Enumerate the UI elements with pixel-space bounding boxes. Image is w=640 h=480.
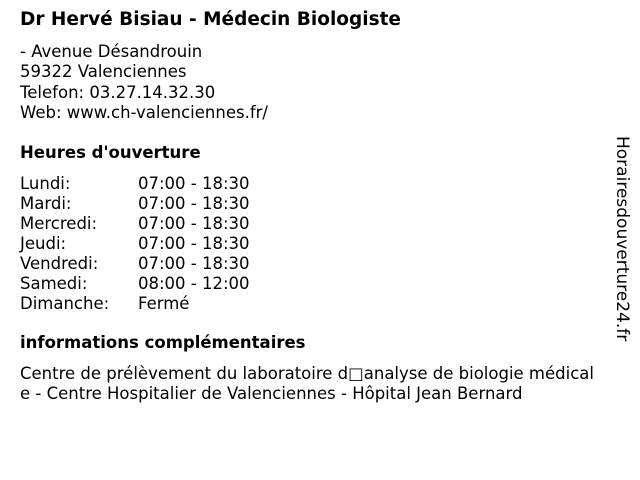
info-line: e - Centre Hospitalier de Valenciennes - Hôpital Jean Bernard (20, 384, 523, 403)
hours-day: Mercredi: (20, 214, 98, 233)
hours-heading: Heures d'ouverture (20, 143, 201, 162)
opening-hours-list (20, 174, 280, 314)
info-heading: informations complémentaires (20, 333, 306, 352)
info-description (20, 364, 594, 404)
hours-day: Lundi: (20, 174, 71, 193)
hours-row-saturday (20, 274, 280, 294)
page-title: Dr Hervé Bisiau - Médecin Biologiste (20, 9, 401, 30)
hours-row-wednesday (20, 214, 280, 234)
hours-time: 07:00 - 18:30 (138, 174, 250, 193)
hours-day: Dimanche: (20, 294, 110, 313)
hours-time: Fermé (138, 294, 190, 313)
city-address: 59322 Valenciennes (20, 62, 187, 82)
hours-row-monday (20, 174, 280, 194)
hours-time: 07:00 - 18:30 (138, 254, 250, 273)
hours-time: 07:00 - 18:30 (138, 214, 250, 233)
hours-time: 07:00 - 18:30 (138, 234, 250, 253)
hours-row-tuesday (20, 194, 280, 214)
site-watermark: Horairesdouverture24.fr (612, 136, 632, 342)
hours-day: Vendredi: (20, 254, 99, 273)
website-link: Web: www.ch-valenciennes.fr/ (20, 102, 268, 122)
hours-day: Mardi: (20, 194, 72, 213)
hours-row-thursday (20, 234, 280, 254)
info-line: Centre de prélèvement du laboratoire d□analyse de biologie médical (20, 364, 594, 383)
street-address: - Avenue Désandrouin (20, 42, 203, 61)
address-block (20, 42, 268, 123)
phone-number: Telefon: 03.27.14.32.30 (20, 82, 216, 102)
hours-row-sunday (20, 294, 280, 314)
hours-time: 07:00 - 18:30 (138, 194, 250, 213)
hours-time: 08:00 - 12:00 (138, 274, 250, 293)
hours-day: Samedi: (20, 274, 88, 293)
hours-day: Jeudi: (20, 234, 67, 253)
hours-row-friday (20, 254, 280, 274)
